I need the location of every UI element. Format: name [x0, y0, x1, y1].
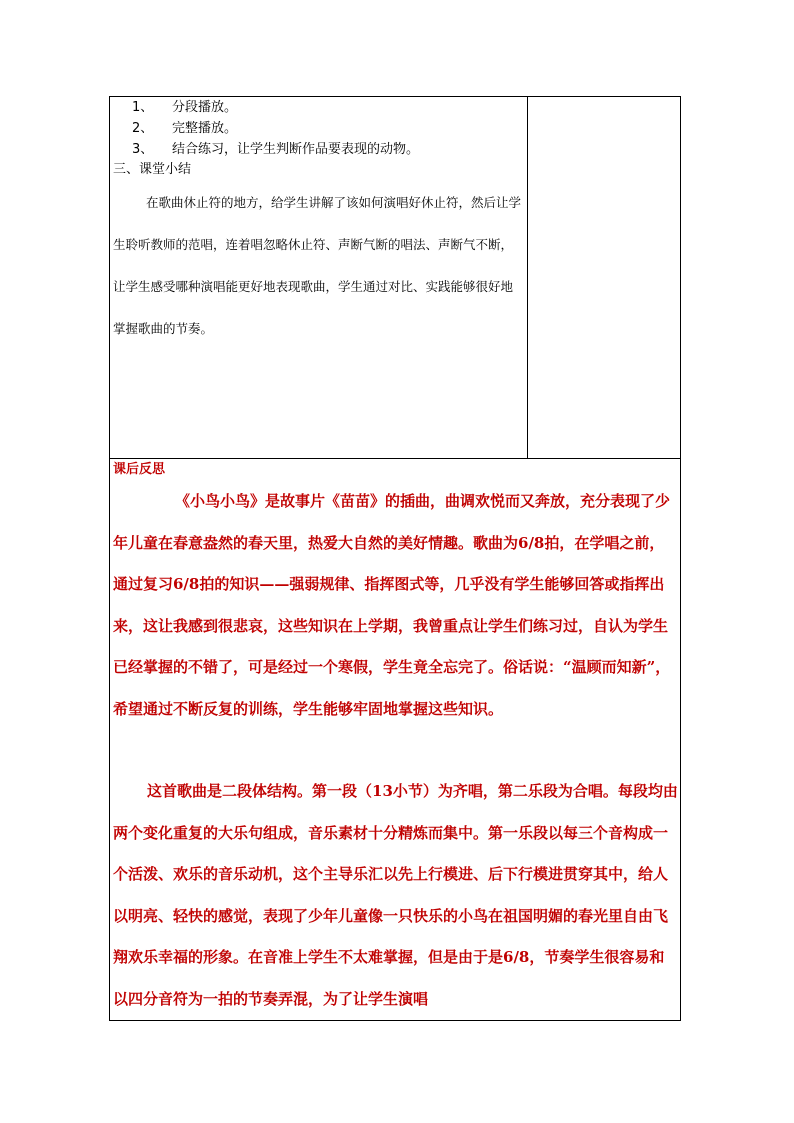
step-text: 分段播放。 [172, 100, 238, 115]
step-number: 3、 [132, 142, 154, 157]
lesson-plan-table [109, 96, 681, 1021]
reflection-heading: 课后反思 [113, 462, 166, 477]
summary-text: 在歌曲休止符的地方，给学生讲解了该如何演唱好休止符，然后让学生聆听教师的范唱，连着唱忽略休止符、声断气断的唱法、声断气不断，让学生感受哪种演唱能更好地表现歌曲，学生通过对比、实践能够很好地掌握歌曲的节奏。 [113, 195, 522, 336]
process-row [110, 97, 680, 459]
summary-heading: 三、课堂小结 [113, 162, 192, 177]
step-number: 2、 [132, 121, 154, 136]
reflection-paragraph-1: 《小鸟小鸟》是故事片《苗苗》的插曲，曲调欢悦而又奔放，充分表现了少年儿童在春意盎然的春天里，热爱大自然的美好情趣。歌曲为6/8拍，在学唱之前，通过复习6/8拍的知识——强弱规律、指挥图式等，几乎没有学生能够回答或指挥出来，这让我感到很悲哀，这些知识在上学期，我曾重点让学生们练习过，自认为学生已经掌握的不错了，可是经过一个寒假，学生竟全忘完了。俗话说：“温顾而知新”，希望通过不断反复的训练，学生能够牢固地掌握这些知识。 [113, 492, 671, 718]
reflection-row [110, 459, 680, 1020]
teaching-process-cell [110, 97, 528, 458]
notes-cell [528, 97, 680, 458]
reflection-paragraph-2: 这首歌曲是二段体结构。第一段（13小节）为齐唱，第二乐段为合唱。每段均由两个变化重复的大乐句组成，音乐素材十分精炼而集中。第一乐段以每三个音构成一个活泼、欢乐的音乐动机，这个主导乐汇以先上行模进、后下行模进贯穿其中，给人以明亮、轻快的感觉，表现了少年儿童像一只快乐的小鸟在祖国明媚的春光里自由飞翔欢乐幸福的形象。在音准上学生不太难掌握，但是由于是6/8，节奏学生很容易和以四分音符为一拍的节奏弄混，为了让学生演唱 [113, 782, 678, 1008]
step-text: 结合练习，让学生判断作品要表现的动物。 [172, 142, 420, 157]
step-number: 1、 [132, 100, 154, 115]
step-text: 完整播放。 [172, 121, 238, 136]
